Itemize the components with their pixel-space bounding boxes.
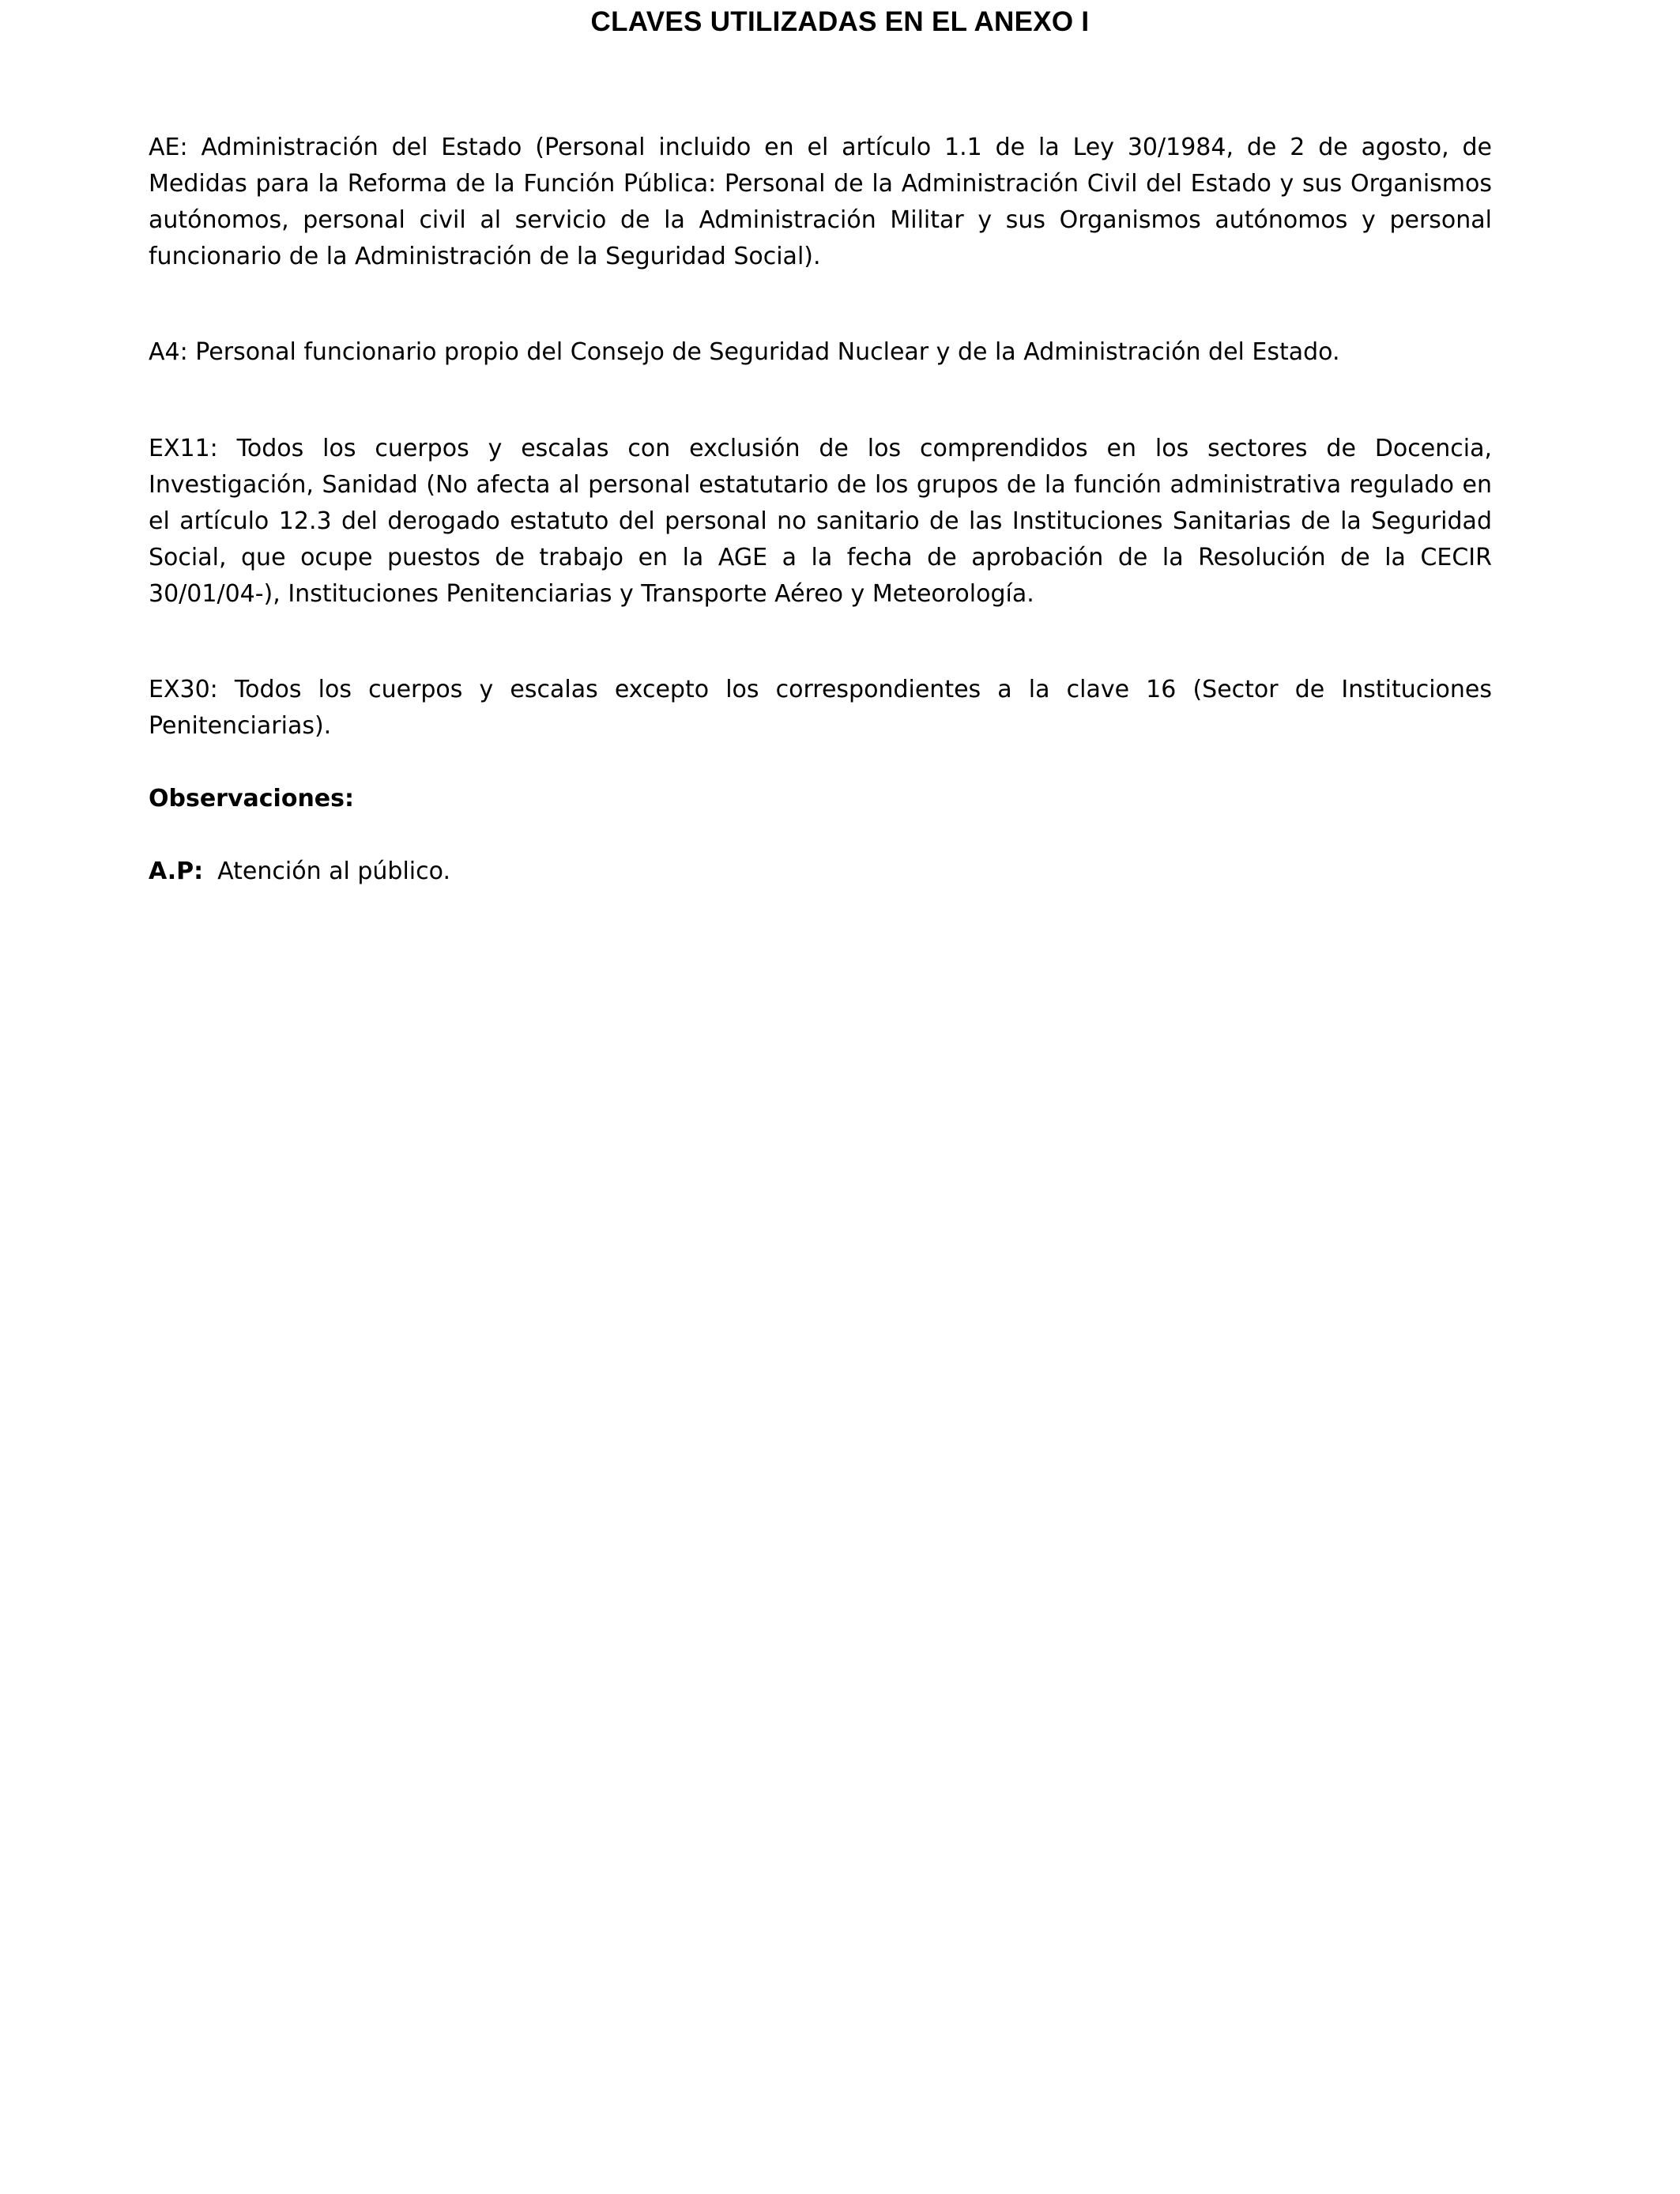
paragraph-ae: AE: Administración del Estado (Personal incluido en el artículo 1.1 de la Ley 30/1984, de 2 de agosto, de Medidas para la Reforma de la Función Pública: Personal de la Administración Civil del Estado y sus Organismos autónomos, personal civil al servicio de la Administración Militar y sus Organismos autónomos y personal funcionario de la Administración de la Seguridad Social).: [149, 134, 1492, 270]
document-title: CLAVES UTILIZADAS EN EL ANEXO I: [590, 6, 1090, 37]
paragraph-a4: A4: Personal funcionario propio del Consejo de Seguridad Nuclear y de la Administración del Estado.: [149, 338, 1340, 366]
observation-ap-text: Atención al público.: [217, 858, 450, 885]
paragraph-ex11: EX11: Todos los cuerpos y escalas con exclusión de los comprendidos en los sectores de Docencia, Investigación, Sanidad (No afecta al personal estatutario de los grupos de la función administrativa regulado en el artículo 12.3 del derogado estatuto del personal no sanitario de las Instituciones Sanitarias de la Seguridad Social, que ocupe puestos de trabajo en la AGE a la fecha de aprobación de la Resolución de la CECIR 30/01/04-), Instituciones Penitenciarias y Transporte Aéreo y Meteorología.: [149, 435, 1492, 608]
observation-ap-label: A.P:: [149, 858, 204, 885]
paragraph-ex30: EX30: Todos los cuerpos y escalas excepto los correspondientes a la clave 16 (Sector de Instituciones Penitenciarias).: [149, 676, 1492, 740]
observations-heading: Observaciones:: [149, 785, 355, 812]
observation-ap: [149, 854, 1492, 890]
